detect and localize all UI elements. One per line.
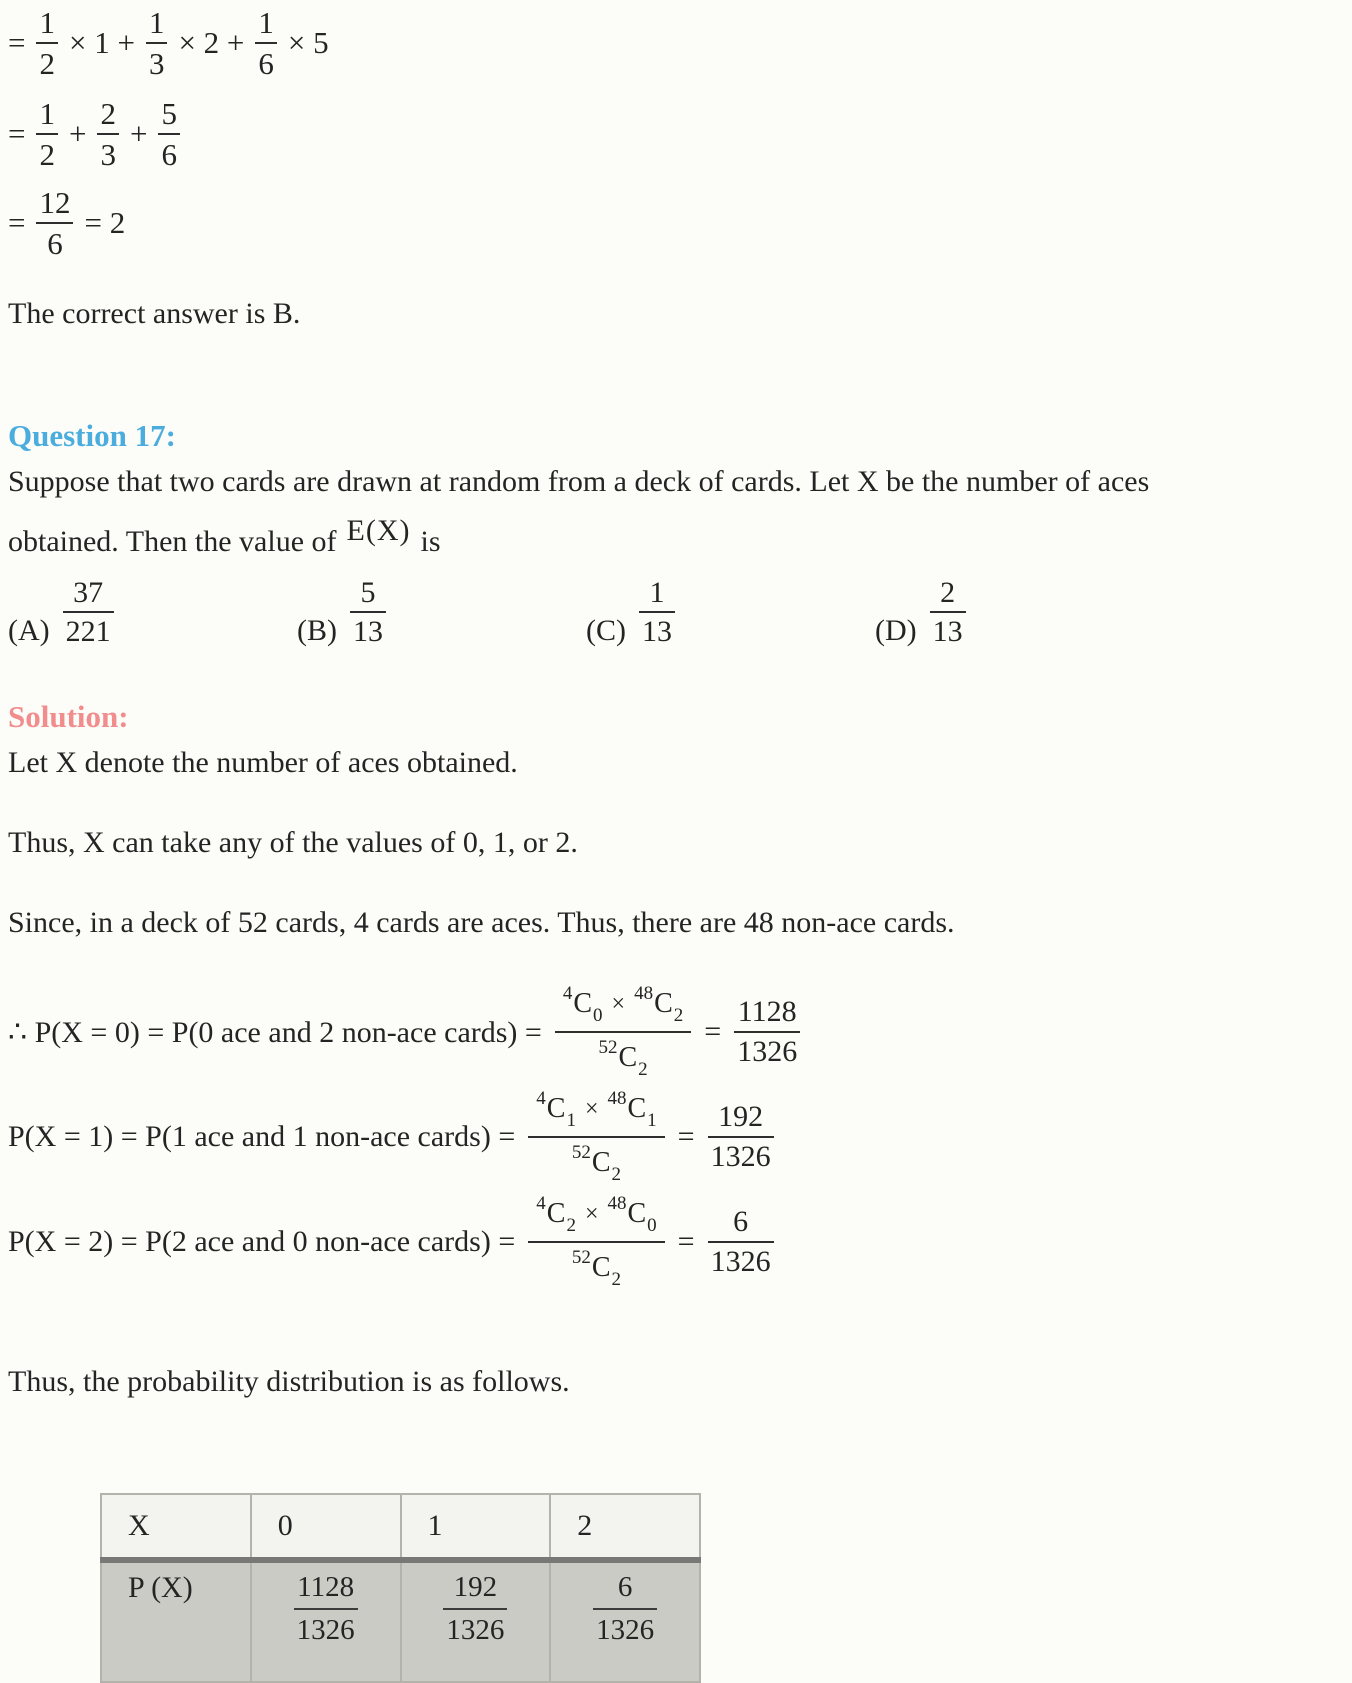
fraction-denominator: 6 bbox=[161, 137, 177, 173]
solution-heading: Solution: bbox=[8, 698, 129, 734]
probability-equation-x2 bbox=[8, 1194, 1342, 1291]
fraction-bar bbox=[350, 611, 386, 613]
fraction-numerator: 12 bbox=[39, 184, 71, 220]
comb-lower-index: 0 bbox=[593, 1004, 603, 1026]
fraction bbox=[593, 1571, 657, 1648]
fraction-denominator bbox=[595, 1036, 650, 1081]
fraction-bar bbox=[255, 42, 277, 44]
result-fraction bbox=[734, 996, 800, 1069]
table-header-cell-x: X bbox=[101, 1494, 251, 1560]
equation-lead-text: P(X = 2) = P(2 ace and 0 non-ace cards) = bbox=[8, 1225, 516, 1259]
table-header-cell-2: 2 bbox=[550, 1494, 700, 1560]
working-equation-line-3 bbox=[8, 186, 1342, 261]
solution-paragraph-1: Let X denote the number of aces obtained. bbox=[8, 745, 518, 779]
comb-upper-index: 48 bbox=[607, 1192, 627, 1214]
multiply-sign: × bbox=[611, 991, 626, 1018]
fraction-bar bbox=[708, 1241, 774, 1243]
fraction-denominator: 13 bbox=[353, 615, 383, 649]
fraction bbox=[36, 186, 73, 261]
comb-letter: C bbox=[618, 1042, 638, 1074]
fraction bbox=[36, 6, 58, 81]
combination-fraction bbox=[555, 984, 691, 1081]
fraction-denominator: 1326 bbox=[446, 1614, 505, 1647]
fraction-bar bbox=[158, 133, 180, 135]
equals-sign: = bbox=[8, 205, 26, 241]
math-operator: × 1 + bbox=[68, 25, 135, 61]
math-operator: × 5 bbox=[287, 25, 329, 61]
comb-lower-index: 2 bbox=[611, 1164, 622, 1186]
fraction-numerator: 37 bbox=[73, 575, 104, 609]
fraction-bar bbox=[146, 42, 168, 44]
working-equation-line-2 bbox=[8, 97, 1342, 172]
comb-upper-index: 48 bbox=[634, 982, 654, 1004]
multiply-sign: × bbox=[584, 1096, 599, 1123]
equals-sign: = bbox=[704, 1015, 722, 1049]
fraction-denominator: 3 bbox=[100, 137, 116, 173]
equals-sign: = bbox=[677, 1120, 695, 1154]
fraction bbox=[158, 97, 180, 172]
comb-lower-index: 0 bbox=[647, 1214, 657, 1236]
table-cell-px0 bbox=[251, 1560, 401, 1682]
fraction bbox=[97, 97, 119, 172]
equation-lead-text: P(X = 1) = P(1 ace and 1 non-ace cards) = bbox=[8, 1120, 516, 1154]
comb-lower-index: 2 bbox=[673, 1004, 684, 1026]
fraction-numerator bbox=[528, 1089, 664, 1134]
comb-letter: C bbox=[654, 987, 673, 1019]
fraction-denominator: 221 bbox=[65, 615, 111, 649]
comb-upper-index: 52 bbox=[598, 1037, 618, 1059]
fraction-denominator: 2 bbox=[39, 46, 55, 82]
option-label: (A) bbox=[8, 613, 50, 647]
fraction bbox=[36, 97, 58, 172]
table-header-row bbox=[101, 1494, 700, 1560]
question-text-prefix: obtained. Then the value of bbox=[8, 524, 337, 558]
table-body-row bbox=[101, 1560, 700, 1682]
fraction bbox=[294, 1571, 358, 1648]
fraction bbox=[63, 577, 114, 648]
fraction-denominator bbox=[569, 1246, 624, 1291]
comb-upper-index: 52 bbox=[571, 1142, 591, 1164]
comb-lower-index: 2 bbox=[638, 1059, 648, 1081]
combination-term bbox=[571, 1247, 622, 1291]
fraction-denominator: 2 bbox=[39, 137, 55, 173]
fraction-denominator: 1326 bbox=[710, 1140, 771, 1174]
fraction bbox=[146, 6, 168, 81]
table-cell-px2 bbox=[550, 1560, 700, 1682]
option-label: (B) bbox=[297, 613, 337, 647]
fraction-bar bbox=[593, 1608, 657, 1610]
solution-paragraph-2: Thus, X can take any of the values of 0, 1, or 2. bbox=[8, 825, 578, 859]
option-c bbox=[586, 577, 875, 648]
combination-term bbox=[563, 984, 603, 1027]
comb-letter: C bbox=[627, 1197, 647, 1229]
fraction-denominator: 6 bbox=[258, 46, 274, 82]
fraction-bar bbox=[36, 42, 58, 44]
comb-lower-index: 2 bbox=[611, 1269, 622, 1291]
fraction-denominator: 3 bbox=[148, 46, 165, 82]
fraction-numerator: 1 bbox=[39, 95, 55, 131]
combination-term bbox=[598, 1037, 648, 1081]
comb-letter: C bbox=[627, 1092, 647, 1124]
expected-value-math: E(X) bbox=[346, 513, 411, 547]
fraction-numerator bbox=[555, 984, 691, 1029]
fraction-denominator: 6 bbox=[47, 226, 63, 262]
comb-upper-index: 4 bbox=[562, 982, 573, 1004]
fraction-numerator: 1128 bbox=[297, 1570, 355, 1603]
comb-letter: C bbox=[591, 1147, 611, 1179]
fraction-bar bbox=[555, 1031, 691, 1033]
fraction-numerator: 1 bbox=[649, 575, 665, 609]
fraction-bar bbox=[443, 1608, 507, 1610]
comb-upper-index: 48 bbox=[607, 1087, 627, 1109]
probability-equation-x1 bbox=[8, 1089, 1342, 1186]
fraction-numerator: 1 bbox=[39, 5, 55, 40]
question-heading: Question 17: bbox=[8, 417, 176, 453]
comb-upper-index: 4 bbox=[536, 1087, 546, 1109]
comb-upper-index: 4 bbox=[536, 1192, 546, 1214]
comb-lower-index: 1 bbox=[647, 1109, 657, 1131]
fraction-numerator: 1 bbox=[258, 5, 274, 40]
equation-result: = 2 bbox=[84, 205, 126, 241]
question-text-suffix: is bbox=[420, 524, 441, 558]
fraction-numerator: 192 bbox=[718, 1099, 764, 1133]
probability-equation-x0 bbox=[8, 984, 1342, 1081]
table-row-label: P (X) bbox=[101, 1560, 251, 1682]
fraction-bar bbox=[528, 1241, 664, 1243]
comb-letter: C bbox=[546, 1092, 566, 1124]
combination-term bbox=[634, 984, 683, 1027]
fraction-numerator: 6 bbox=[617, 1570, 633, 1603]
comb-lower-index: 1 bbox=[566, 1109, 576, 1131]
working-equation-line-1 bbox=[8, 6, 1342, 81]
fraction-denominator: 13 bbox=[642, 615, 672, 649]
option-label: (D) bbox=[875, 613, 917, 647]
equals-sign: = bbox=[677, 1225, 695, 1259]
math-operator: + bbox=[68, 116, 87, 152]
equals-sign: = bbox=[8, 116, 26, 152]
table-header-cell-1: 1 bbox=[401, 1494, 551, 1560]
fraction-numerator: 2 bbox=[940, 575, 956, 609]
math-operator: + bbox=[129, 116, 148, 152]
fraction-bar bbox=[63, 611, 114, 613]
fraction-numerator: 1 bbox=[148, 5, 165, 40]
fraction bbox=[930, 577, 966, 648]
fraction-bar bbox=[734, 1031, 800, 1033]
fraction bbox=[639, 577, 675, 648]
solution-paragraph-3: Since, in a deck of 52 cards, 4 cards are aces. Thus, there are 48 non-ace cards. bbox=[8, 905, 955, 939]
combination-term bbox=[607, 1194, 656, 1237]
fraction-numerator: 192 bbox=[453, 1570, 498, 1603]
result-fraction bbox=[708, 1206, 774, 1279]
fraction-numerator: 5 bbox=[161, 95, 177, 131]
fraction-numerator: 2 bbox=[100, 95, 116, 131]
probability-distribution-table bbox=[100, 1493, 701, 1683]
fraction-denominator bbox=[569, 1141, 624, 1186]
comb-letter: C bbox=[546, 1197, 566, 1229]
comb-upper-index: 52 bbox=[571, 1247, 591, 1269]
fraction bbox=[255, 6, 277, 81]
fraction-denominator: 1326 bbox=[296, 1614, 355, 1647]
answer-text: The correct answer is B. bbox=[8, 296, 301, 330]
fraction-bar bbox=[36, 222, 73, 224]
closing-text: Thus, the probability distribution is as follows. bbox=[8, 1364, 570, 1398]
table-header-cell-0: 0 bbox=[251, 1494, 401, 1560]
fraction-denominator: 1326 bbox=[596, 1614, 655, 1647]
fraction-bar bbox=[639, 611, 675, 613]
fraction-denominator: 1326 bbox=[737, 1035, 798, 1069]
table-cell-px1 bbox=[401, 1560, 551, 1682]
question-text-line-2 bbox=[8, 515, 1342, 559]
question-text-line-1: Suppose that two cards are drawn at random from a deck of cards. Let X be the number of aces bbox=[8, 464, 1150, 498]
combination-fraction bbox=[528, 1194, 664, 1291]
fraction-denominator: 13 bbox=[932, 615, 963, 649]
equation-lead-text: ∴ P(X = 0) = P(0 ace and 2 non-ace cards) = bbox=[8, 1015, 542, 1049]
math-operator: × 2 + bbox=[178, 25, 245, 61]
multiply-sign: × bbox=[584, 1201, 599, 1228]
combination-term bbox=[536, 1194, 576, 1237]
comb-lower-index: 2 bbox=[566, 1214, 576, 1236]
option-b bbox=[297, 577, 586, 648]
equals-sign: = bbox=[8, 25, 26, 61]
fraction-bar bbox=[294, 1608, 358, 1610]
comb-letter: C bbox=[573, 987, 593, 1019]
fraction-numerator: 1128 bbox=[737, 994, 797, 1028]
options-row bbox=[8, 577, 1342, 648]
fraction-bar bbox=[708, 1136, 774, 1138]
fraction-denominator: 1326 bbox=[710, 1245, 771, 1279]
fraction-numerator: 6 bbox=[733, 1205, 749, 1238]
fraction-numerator bbox=[528, 1194, 664, 1239]
fraction-bar bbox=[97, 133, 119, 135]
option-d bbox=[875, 577, 1164, 648]
result-fraction bbox=[708, 1101, 774, 1174]
comb-letter: C bbox=[591, 1252, 611, 1284]
fraction bbox=[350, 577, 386, 648]
fraction-numerator: 5 bbox=[360, 575, 376, 609]
fraction-bar bbox=[36, 133, 58, 135]
combination-term bbox=[571, 1142, 622, 1186]
fraction bbox=[443, 1571, 507, 1648]
combination-fraction bbox=[528, 1089, 664, 1186]
combination-term bbox=[607, 1089, 656, 1132]
fraction-bar bbox=[528, 1136, 664, 1138]
combination-term bbox=[536, 1089, 576, 1132]
option-a bbox=[8, 577, 297, 648]
fraction-bar bbox=[930, 611, 966, 613]
option-label: (C) bbox=[586, 613, 626, 647]
